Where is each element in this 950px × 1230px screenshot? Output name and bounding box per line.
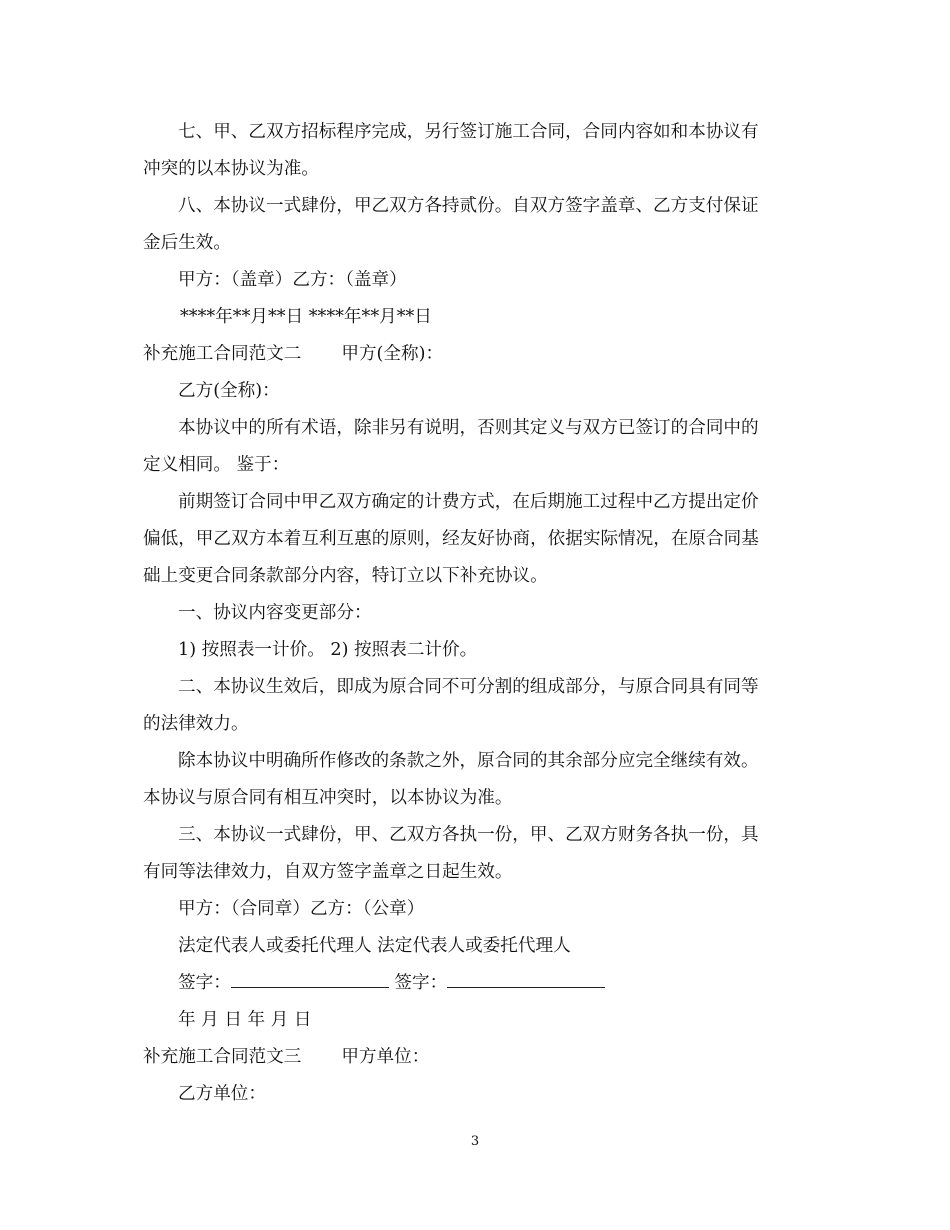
background-line-3: 础上变更合同条款部分内容，特订立以下补充协议。	[143, 566, 548, 586]
terms-line-2: 定义相同。 鉴于：	[143, 455, 290, 475]
section-3-title: 补充施工合同范文三	[143, 1047, 302, 1067]
remainder-line-1: 除本协议中明确所作修改的条款之外，原合同的其余部分应完全继续有效。	[178, 751, 759, 771]
section-3-party-b: 乙方单位：	[178, 1084, 266, 1104]
clause-1-items: 1) 按照表一计价。 2) 按照表二计价。	[178, 640, 478, 660]
signature-blank-a[interactable]	[231, 969, 389, 988]
section-2-heading	[143, 336, 807, 373]
seal-line: 甲方：（盖章）乙方：（盖章）	[178, 270, 407, 290]
clause-2-line-2: 的法律效力。	[143, 714, 249, 734]
document-body	[143, 114, 807, 1113]
clause-1-heading: 一、协议内容变更部分：	[178, 603, 372, 623]
section-3-heading	[143, 1039, 807, 1076]
section-2-title: 补充施工合同范文二	[143, 344, 302, 364]
signature-label-b: 签字：	[394, 973, 448, 993]
signature-line	[143, 965, 807, 1002]
clause-8-line-1: 八、本协议一式肆份，甲乙双方各持贰份。自双方签字盖章、乙方支付保证	[178, 196, 759, 216]
clause-7-line-1: 七、甲、乙双方招标程序完成，另行签订施工合同，合同内容如和本协议有	[178, 122, 759, 142]
section-2-party-b: 乙方(全称)：	[178, 381, 280, 401]
clause-8-line-2: 金后生效。	[143, 233, 231, 253]
clause-7-line-2: 冲突的以本协议为准。	[143, 159, 319, 179]
section-2-party-a: 甲方(全称)：	[341, 344, 444, 364]
date-placeholder-line: ****年**月**日 ****年**月**日	[180, 307, 432, 327]
remainder-line-2: 本协议与原合同有相互冲突时，以本协议为准。	[143, 788, 513, 808]
date-line: 年 月 日 年 月 日	[178, 1010, 312, 1030]
representative-line: 法定代表人或委托代理人 法定代表人或委托代理人	[178, 936, 571, 956]
signature-blank-b[interactable]	[447, 969, 605, 988]
page-number: 3	[470, 1134, 480, 1149]
background-line-2: 偏低，甲乙双方本着互利互惠的原则，经友好协商，依据实际情况，在原合同基	[143, 529, 759, 549]
clause-3-line-1: 三、本协议一式肆份，甲、乙双方各执一份，甲、乙双方财务各执一份，具	[178, 825, 759, 845]
background-line-1: 前期签订合同中甲乙双方确定的计费方式，在后期施工过程中乙方提出定价	[178, 492, 759, 512]
terms-line-1: 本协议中的所有术语，除非另有说明，否则其定义与双方已签订的合同中的	[178, 418, 759, 438]
section-2-seal-line: 甲方：（合同章）乙方：（公章）	[178, 899, 425, 919]
signature-label-a: 签字：	[178, 973, 231, 993]
section-3-party-a: 甲方单位：	[341, 1047, 430, 1067]
clause-2-line-1: 二、本协议生效后，即成为原合同不可分割的组成部分，与原合同具有同等	[178, 677, 759, 697]
clause-3-line-2: 有同等法律效力，自双方签字盖章之日起生效。	[143, 862, 513, 882]
